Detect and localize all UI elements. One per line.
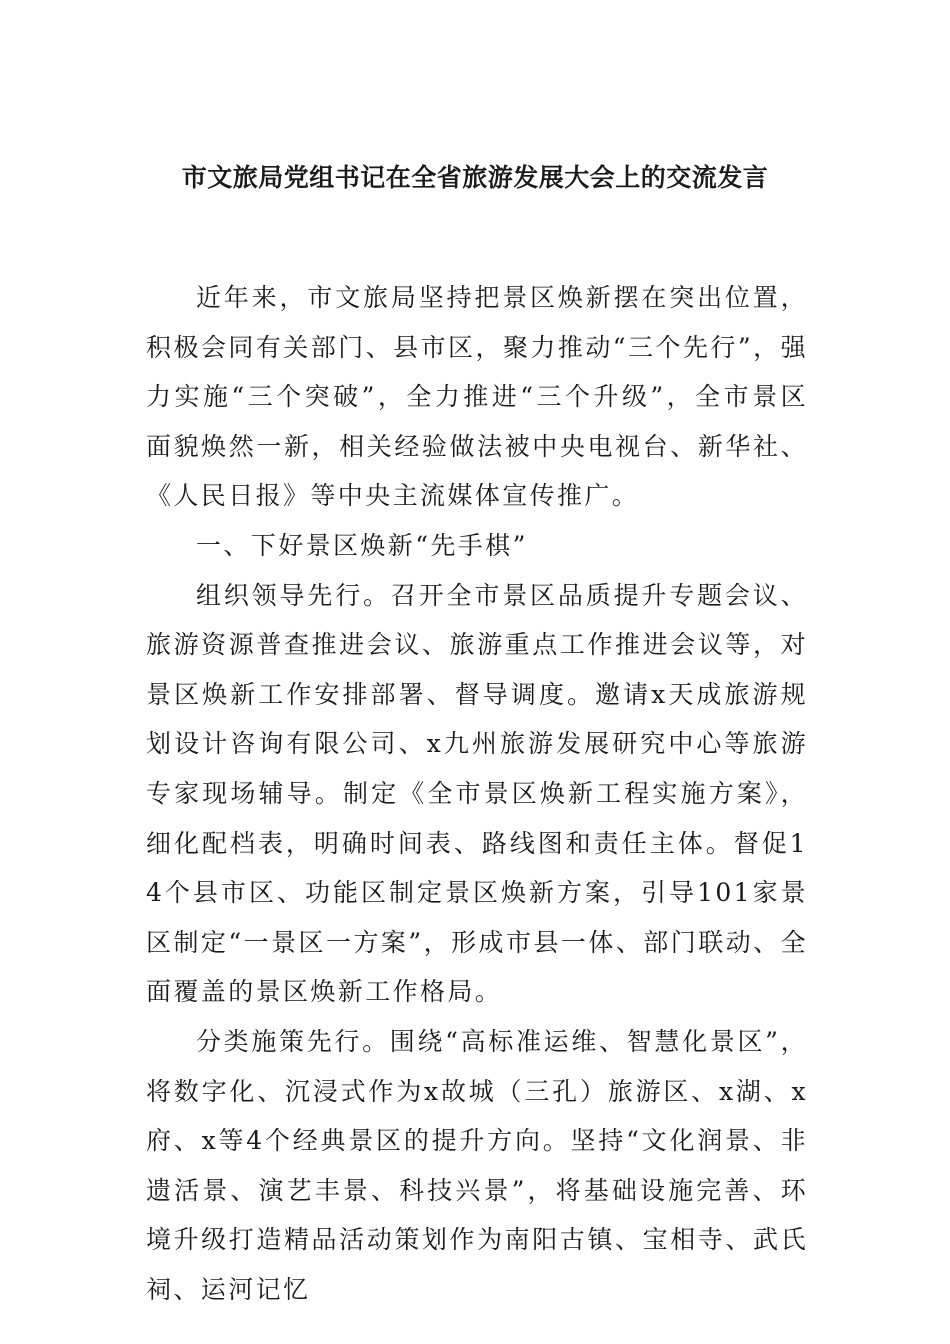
section-heading: 一、下好景区焕新“先手棋” bbox=[196, 530, 528, 560]
paragraph-organization: 组织领导先行。召开全市景区品质提升专题会议、旅游资源普查推进会议、旅游重点工作推进会议等，对景区焕新工作安排部署、督导调度。邀请x天成旅游规划设计咨询有限公司、x九州旅游发展研究中心等旅游专家现场辅导。制定《全市景区焕新工程实施方案》，细化配档表，明确时间表、路线图和责任主体。督促14个县市区、功能区制定景区焕新方案，引导101家景区制定“一景区一方案”，形成市县一体、部门联动、全面覆盖的景区焕新工作格局。 bbox=[146, 580, 808, 1007]
document-title: 市文旅局党组书记在全省旅游发展大会上的交流发言 bbox=[181, 163, 769, 192]
document-body bbox=[146, 273, 808, 1314]
paragraph-intro: 近年来，市文旅局坚持把景区焕新摆在突出位置，积极会同有关部门、县市区，聚力推动“三个先行”，强力实施“三个突破”，全力推进“三个升级”，全市景区面貌焕然一新，相关经验做法被中央电视台、新华社、《人民日报》等中央主流媒体宣传推广。 bbox=[146, 283, 808, 511]
paragraph-classification: 分类施策先行。围绕“高标准运维、智慧化景区”，将数字化、沉浸式作为x故城（三孔）旅游区、x湖、x府、x等4个经典景区的提升方向。坚持“文化润景、非遗活景、演艺丰景、科技兴景”，将基础设施完善、环境升级打造精品活动策划作为南阳古镇、宝相寺、武氏祠、运河记忆 bbox=[146, 1026, 808, 1304]
